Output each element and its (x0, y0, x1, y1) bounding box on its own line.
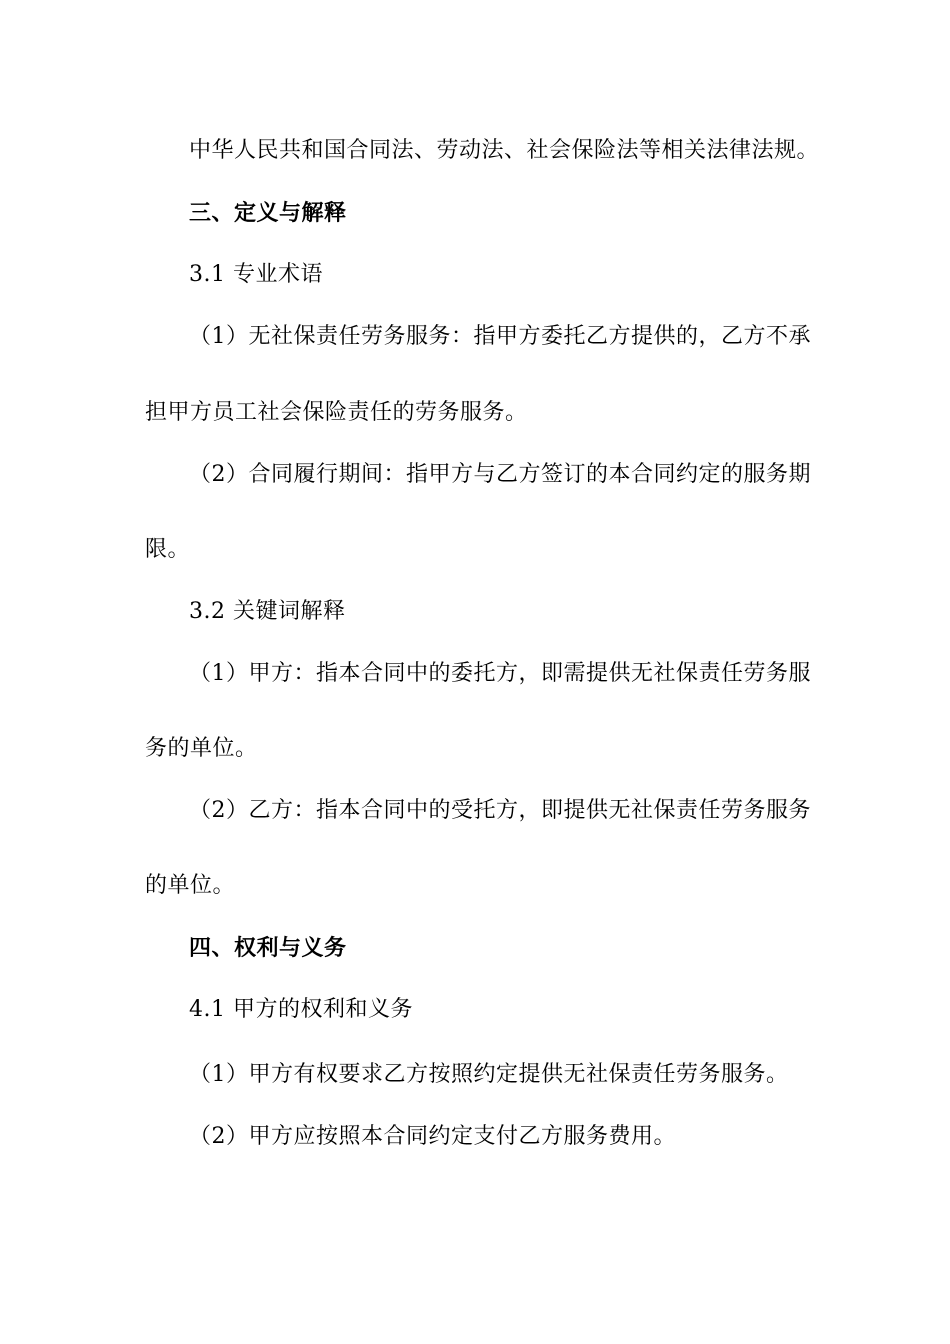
paragraph-party-a-right-1: （1）甲方有权要求乙方按照约定提供无社保责任劳务服务。 (189, 1062, 789, 1087)
paragraph-term-2-line-1: （2）合同履行期间：指甲方与乙方签订的本合同约定的服务期 (189, 462, 811, 487)
subsection-heading-keywords: 3.2 关键词解释 (189, 599, 346, 624)
paragraph-keyword-2-line-1: （2）乙方：指本合同中的受托方，即提供无社保责任劳务服务 (189, 798, 811, 823)
paragraph-term-1-line-2: 担甲方员工社会保险责任的劳务服务。 (145, 400, 528, 425)
paragraph-term-2-line-2: 限。 (145, 537, 191, 562)
paragraph-keyword-1-line-1: （1）甲方：指本合同中的委托方，即需提供无社保责任劳务服 (189, 661, 811, 686)
section-heading-definitions: 三、定义与解释 (189, 200, 347, 226)
paragraph-keyword-2-line-2: 的单位。 (145, 873, 236, 898)
paragraph-term-1-line-1: （1）无社保责任劳务服务：指甲方委托乙方提供的，乙方不承 (189, 324, 811, 349)
paragraph-party-a-obligation-2: （2）甲方应按照本合同约定支付乙方服务费用。 (189, 1124, 676, 1149)
paragraph-keyword-1-line-2: 务的单位。 (145, 736, 258, 761)
section-heading-rights-obligations: 四、权利与义务 (189, 935, 347, 961)
subsection-heading-terms: 3.1 专业术语 (189, 262, 323, 287)
paragraph-legal-basis: 中华人民共和国合同法、劳动法、社会保险法等相关法律法规。 (189, 138, 820, 163)
subsection-heading-party-a: 4.1 甲方的权利和义务 (189, 997, 413, 1022)
